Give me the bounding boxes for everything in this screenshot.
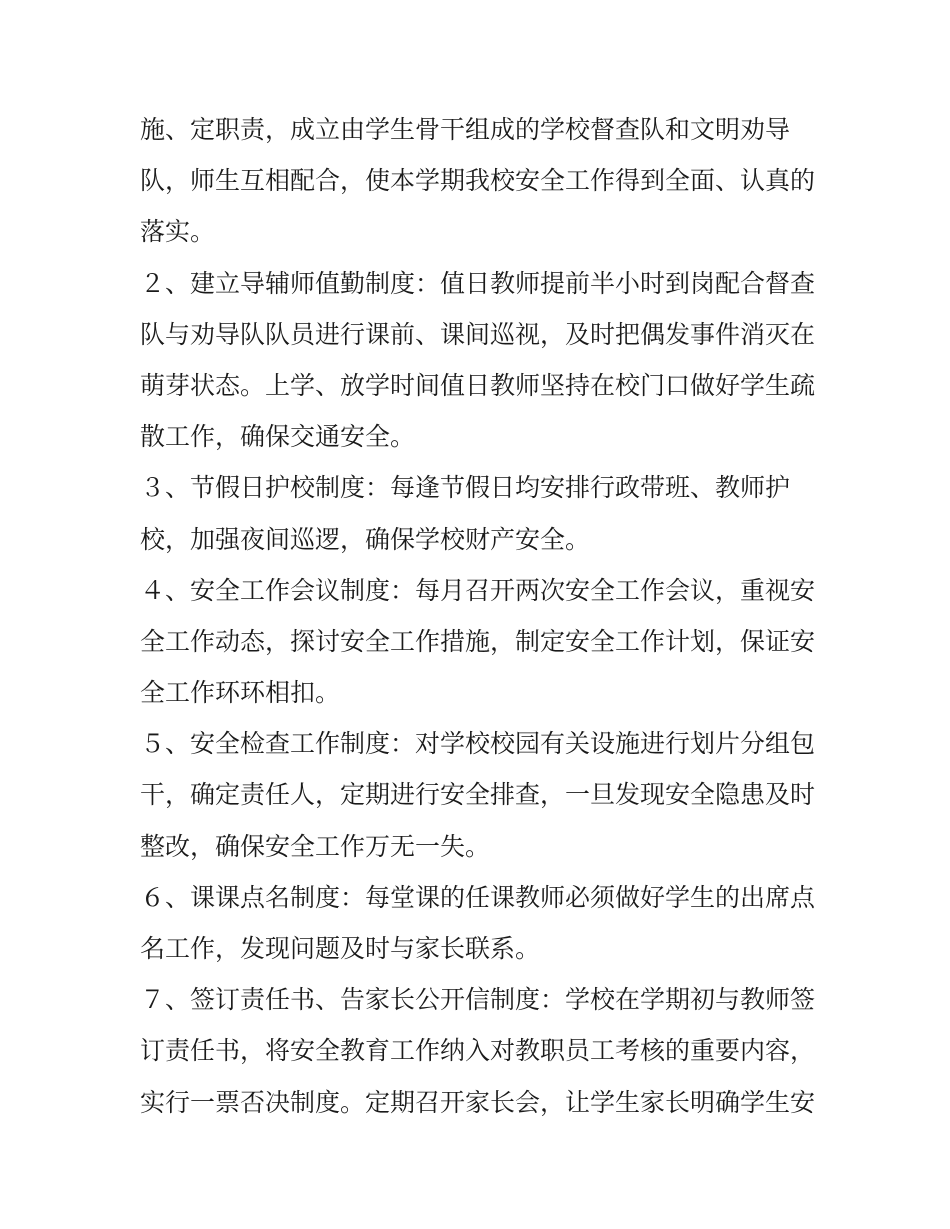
text-line: ３、节假日护校制度：每逢节假日均安排行政带班、教师护 [140,473,791,503]
text-line: 队，师生互相配合，使本学期我校安全工作得到全面、认真的 [140,166,816,196]
text-line: 队与劝导队队员进行课前、课间巡视，及时把偶发事件消灭在 [140,319,816,349]
text-line: 干，确定责任人，定期进行安全排查，一旦发现安全隐患及时 [140,780,816,810]
text-line: 名工作，发现问题及时与家长联系。 [140,934,541,963]
text-line: 散工作，确保交通安全。 [140,422,416,452]
text-line: ６、课课点名制度：每堂课的任课教师必须做好学生的出席点 [140,882,816,912]
text-line: 订责任书，将安全教育工作纳入对教职员工考核的重要内容， [140,1036,816,1066]
text-line: ７、签订责任书、告家长公开信制度：学校在学期初与教师签 [140,985,816,1015]
text-line: 实行一票否决制度。定期召开家长会，让学生家长明确学生安 [140,1087,816,1117]
text-line: 校，加强夜间巡逻，确保学校财产安全。 [140,524,591,554]
text-line: 整改，确保安全工作万无一失。 [140,831,491,861]
text-line: 施、定职责，成立由学生骨干组成的学校督查队和文明劝导 [140,115,791,144]
text-line: 全工作环环相扣。 [140,678,341,708]
text-line: 全工作动态，探讨安全工作措施，制定安全工作计划，保证安 [140,626,816,656]
text-line: 萌芽状态。上学、放学时间值日教师坚持在校门口做好学生疏 [140,370,816,400]
text-line: ４、安全工作会议制度：每月召开两次安全工作会议，重视安 [140,575,816,605]
document-body [140,104,820,1128]
text-line: ２、建立导辅师值勤制度：值日教师提前半小时到岗配合督查 [140,268,816,298]
text-line: 落实。 [140,217,216,247]
text-line: ５、安全检查工作制度：对学校校园有关设施进行划片分组包 [140,729,816,759]
